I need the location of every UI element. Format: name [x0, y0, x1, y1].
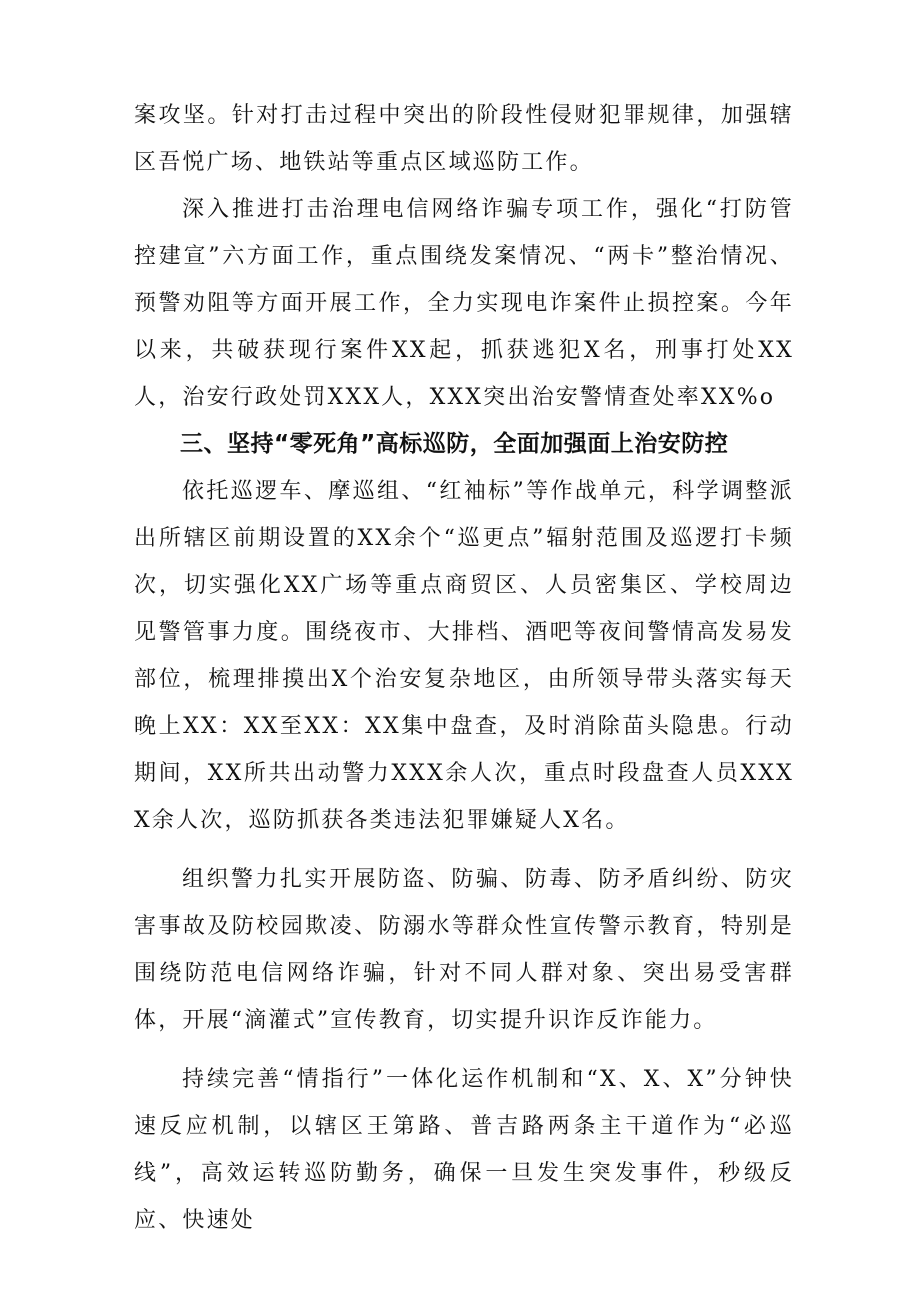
paragraph-rapid-response: 持续完善“情指行”一体化运作机制和“X、X、X”分钟快速反应机制，以辖区王第路、普吉路两条主干道作为“必巡线”，高效运转巡防勤务，确保一旦发生突发事件，秒级反应、快速处 [134, 1067, 794, 1233]
section-heading: 三、坚持“零死角”高标巡防，全面加强面上治安防控 [180, 431, 729, 457]
paragraph-patrol-units: 依托巡逻车、摩巡组、“红袖标”等作战单元，科学调整派出所辖区前期设置的XX余个“巡更点”辐射范围及巡逻打卡频次，切实强化XX广场等重点商贸区、人员密集区、学校周边见警管事力度。围绕夜市、大排档、酒吧等夜间警情高发易发部位，梳理排摸出X个治安复杂地区，由所领导带头落实每天晚上XX：XX至XX：XX集中盘查，及时消除苗头隐患。行动期间，XX所共出动警力XXX余人次，重点时段盘查人员XXXX余人次，巡防抓获各类违法犯罪嫌疑人X名。 [134, 479, 794, 833]
paragraph-spacer [134, 844, 794, 856]
paragraph-telecom-fraud: 深入推进打击治理电信网络诈骗专项工作，强化“打防管控建宣”六方面工作，重点围绕发案情况、“两卡”整治情况、预警劝阻等方面开展工作，全力实现电诈案件止损控案。今年以来，共破获现行案件XX起，抓获逃犯X名，刑事打处XX人，治安行政处罚XXX人，XXX突出治安警情查处率XX%o [134, 197, 794, 410]
paragraph-continuation: 案攻坚。针对打击过程中突出的阶段性侵财犯罪规律，加强辖区吾悦广场、地铁站等重点区域巡防工作。 [134, 103, 794, 175]
paragraph-spacer [134, 1044, 794, 1056]
paragraph-publicity-education: 组织警力扎实开展防盗、防骗、防毒、防矛盾纠纷、防灾害事故及防校园欺凌、防溺水等群众性宣传警示教育，特别是围绕防范电信网络诈骗，针对不同人群对象、突出易受害群体，开展“滴灌式”宣传教育，切实提升识诈反诈能力。 [134, 867, 794, 1033]
document-body [134, 92, 794, 1244]
